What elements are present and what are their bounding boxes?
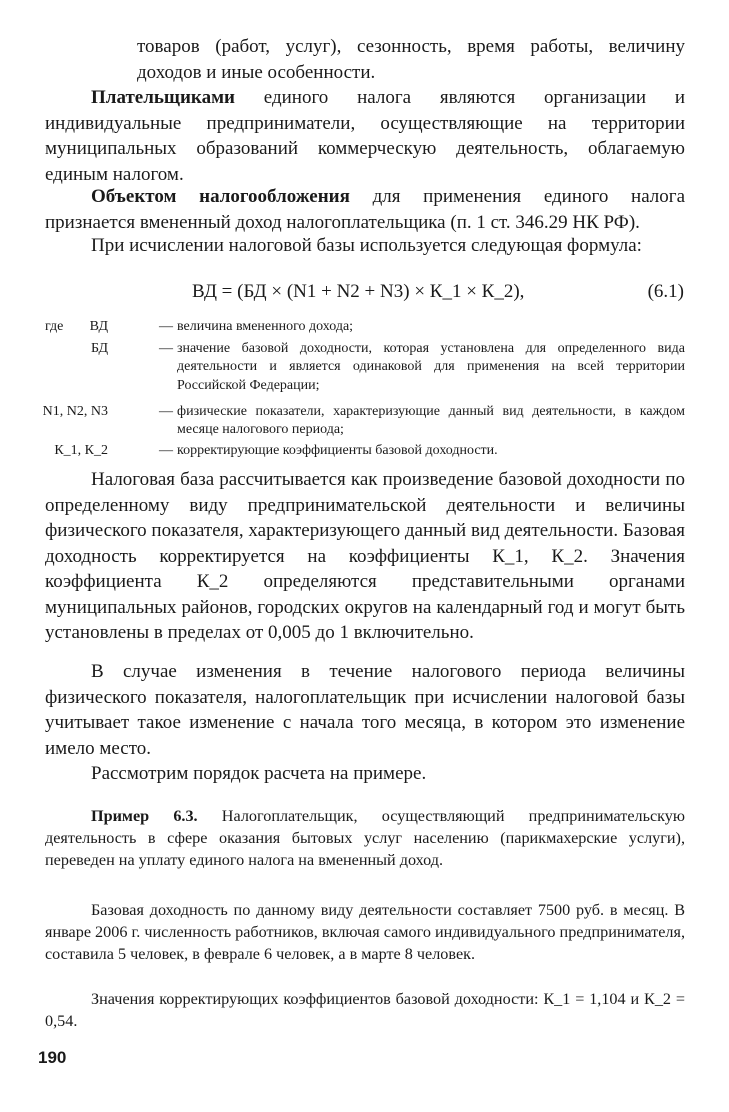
payers-paragraph	[45, 85, 685, 187]
where-label: где	[45, 319, 64, 334]
definition-term: БД	[90, 341, 108, 356]
definition-dash: —	[159, 404, 173, 419]
definition-text: физические показатели, характеризующие данный вид деятельности, в каждом месяце налогового периода;	[177, 404, 685, 438]
definition-text: значение базовой доходности, которая установлена для определенного вида деятельности и является одинаковой для применения на всей территории Российской Федерации;	[177, 341, 685, 393]
change-paragraph: В случае изменения в течение налогового периода величины физического показателя, налогоплательщик при исчислении налоговой базы учитывает такое изменение с начала того месяца, в котором это изменение имело место.	[45, 661, 685, 759]
definition-text: величина вмененного дохода;	[177, 319, 354, 334]
payers-text: единого налога являются организации и индивидуальные предприниматели, осуществляющие на территории муниципальных образований коммерческую деятельность, облагаемую единым налогом.	[45, 87, 685, 185]
object-text: для применения единого налога признается вмененный доход налогоплательщика (п. 1 ст. 346.29 НК РФ).	[45, 186, 686, 233]
definition-term: ВД	[89, 319, 108, 334]
definition-dash: —	[159, 341, 173, 356]
page-number: 190	[38, 1048, 67, 1067]
intro-continuation: товаров (работ, услуг), сезонность, время работы, величину доходов и иные особенности.	[137, 36, 685, 83]
tax-base-paragraph: Налоговая база рассчитывается как произведение базовой доходности по определенному виду предпринимательской деятельности и величины физического показателя, характеризующего данный вид деятельности. Базовая доходность корректируется на коэффициенты К_1, К_2. Значения коэффициента К_2 определяются представительными органами муниципальных районов, городских округов на календарный год и могут быть установлены в пределах от 0,005 до 1 включительно.	[45, 469, 685, 643]
consider-paragraph: Рассмотрим порядок расчета на примере.	[91, 763, 427, 784]
definition-term: К_1, К_2	[54, 443, 108, 458]
definition-row	[45, 442, 685, 462]
object-paragraph	[45, 184, 685, 235]
example-paragraph-3: Значения корректирующих коэффициентов базовой доходности: К_1 = 1,104 и К_2 = 0,54.	[45, 990, 685, 1030]
example-title: Пример 6.3.	[91, 807, 198, 825]
definition-row	[45, 340, 685, 400]
example-paragraph-2: Базовая доходность по данному виду деятельности составляет 7500 руб. в месяц. В январе 2006 г. численность работников, включая самого индивидуального предпринимателя, составила 5 человек, в феврале 6 человек, а в марте 8 человек.	[45, 901, 685, 963]
definition-dash: —	[159, 443, 173, 458]
definition-term: N1, N2, N3	[42, 404, 108, 419]
definition-text: корректирующие коэффициенты базовой доходности.	[177, 443, 498, 458]
example-paragraph	[45, 805, 685, 871]
payers-term: Плательщиками	[91, 87, 235, 108]
example-text: Налогоплательщик, осуществляющий предпринимательскую деятельность в сфере оказания бытовых услуг населению (парикмахерские услуги), переведен на уплату единого налога на вмененный доход.	[45, 807, 685, 869]
object-term: Объектом налогообложения	[91, 186, 350, 207]
definition-row	[42, 403, 685, 443]
formula-number: (6.1)	[647, 281, 684, 302]
definition-dash: —	[159, 319, 173, 334]
definition-row	[45, 318, 685, 338]
formula-line	[92, 279, 684, 304]
formula-intro: При исчислении налоговой базы используется следующая формула:	[91, 235, 642, 256]
formula-expression: ВД = (БД × (N1 + N2 + N3) × К_1 × К_2),	[192, 281, 525, 302]
